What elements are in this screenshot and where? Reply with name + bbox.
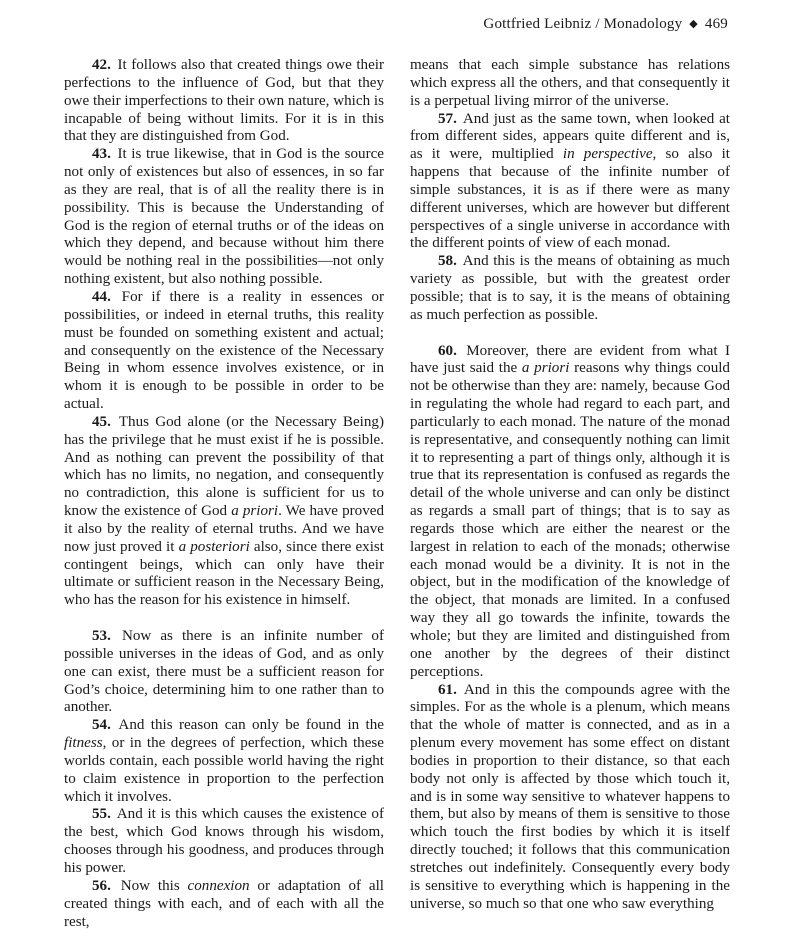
- paragraph-text: . We have proved it also by the reality of eternal truths. And we have now just proved it: [64, 503, 384, 555]
- header-work: Monadology: [603, 16, 683, 32]
- paragraph-number: 53.: [92, 628, 111, 644]
- paragraph-number: 54.: [92, 717, 111, 734]
- paragraph: [64, 57, 384, 146]
- paragraph-text: Thus God alone (or the Necessary Being) has the privilege that he must exist if he is possible. And as nothing can prevent the possibility of that which has no limits, no negation, and consequently no contradiction, this alone is sufficient for us to know the existence of God: [64, 413, 384, 520]
- paragraph: [64, 289, 384, 414]
- italic-text: fitness: [64, 735, 103, 752]
- italic-text: a priori: [521, 360, 570, 377]
- paragraph: [410, 343, 730, 682]
- paragraph-number: 56.: [92, 877, 111, 894]
- italic-text: a priori: [231, 503, 279, 520]
- paragraph-text: And it is this which causes the existence of the best, which God knows through his wisdom, chooses through his goodness, and produces through his power.: [64, 806, 384, 876]
- paragraph-text: Now this: [120, 877, 188, 894]
- running-header: [483, 16, 728, 33]
- right-column: [410, 57, 730, 914]
- paragraph: [410, 57, 730, 111]
- italic-text: connexion: [187, 877, 250, 894]
- italic-text: a posteriori: [178, 538, 250, 555]
- paragraph-text: , so also it happens that because of the infinite number of simple substances, it is as if there were as many different universes, which are however but different perspectives of a single universe in accordance with the different points of view of each monad.: [410, 146, 730, 252]
- diamond-icon: ◆: [689, 18, 698, 30]
- paragraph-number: 60.: [438, 342, 457, 359]
- paragraph-text: And this is the means of obtaining as much variety as possible, but with the greatest order possible; that is to say, it is the means of obtaining as much perfection as possible.: [410, 253, 730, 323]
- page-number: 469: [704, 16, 728, 32]
- paragraph-number: 44.: [92, 288, 111, 305]
- paragraph: [64, 628, 384, 717]
- paragraph: [64, 806, 384, 877]
- paragraph-text: And in this the compounds agree with the simples. For as the whole is a plenum, which means that the whole of matter is connected, and as in a plenum every movement has some effect on distant bodies in proportion to their distance, so that each body not only is affected by those which touch it, and is in some way sensitive to whatever happens to them, but also by means of them is sensitive to those which touch the first bodies by which it is itself directly touched; it follows that this communication stretches out indefinitely. Consequently every body is sensitive to everything which is happening in the universe, so much so that one who saw everything: [410, 681, 731, 912]
- paragraph-number: 42.: [92, 57, 111, 73]
- paragraph-number: 45.: [92, 413, 111, 430]
- paragraph: [64, 146, 384, 289]
- paragraph-text: reasons why things could not be otherwise than they are: namely, because God in regulating the whole had regard to each part, and particularly to each monad. The nature of the monad is representative, and consequently nothing can limit it to representing a part of things only, although it is true that its representation is confused as regards the detail of the whole universe and can only be distinct as regards a small part of things; that is to say as regards those which are either the nearest or the largest in relation to each of the monads; otherwise each monad would be a divinity. It is not in the object, but in the modification of the knowledge of the object, that monads are limited. In a confused way they all go towards the infinite, towards the whole; but they are limited and distinguished from one another by the degrees of their distinct perceptions.: [410, 360, 730, 680]
- paragraph-text: Now as there is an infinite number of possible universes in the ideas of God, and as only one can exist, there must be a sufficient reason for God’s choice, determining him to one rather than to another.: [64, 628, 384, 716]
- paragraph-text: And this reason can only be found in the: [118, 717, 384, 734]
- paragraph-text: And just as the same town, when looked at from different sides, appears quite different and is, as it were, multiplied: [410, 110, 730, 163]
- header-author: Gottfried Leibniz: [483, 16, 592, 32]
- italic-text: in perspective: [562, 146, 653, 163]
- paragraph-number: 57.: [438, 110, 457, 127]
- paragraph-number: 43.: [92, 146, 111, 163]
- paragraph-text: It follows also that created things owe their perfections to the influence of God, but that they owe their imperfections to their own nature, which is incapable of being without limits. For it is in this that they are distinguished from God.: [64, 57, 384, 145]
- paragraph: [64, 717, 384, 806]
- paragraph: [410, 253, 730, 324]
- paragraph-text: also, since there exist contingent beings, which can only have their ultimate or sufficient reason in the Necessary Being, who has the reason for his existence in himself.: [64, 538, 384, 609]
- paragraph-text: or adaptation of all created things with each, and of each with all the rest,: [64, 877, 385, 930]
- paragraph-text: Moreover, there are evident from what I have just said the: [410, 342, 730, 377]
- paragraph-text: It is true likewise, that in God is the source not only of existences but also of essences, in so far as they are real, that is of all the reality there is in possibility. This is because the Understanding of God is the region of eternal truths or of the ideas on which they depend, and because without him there would be nothing real in the possibilities—not only nothing existent, but also nothing possible.: [64, 146, 384, 288]
- left-column: [64, 57, 384, 931]
- paragraph-number: 61.: [438, 681, 457, 698]
- paragraph-text: , or in the degrees of perfection, which these worlds contain, each possible world having the right to claim existence in proportion to the perfection which it involves.: [64, 735, 384, 805]
- paragraph-text: For if there is a reality in essences or possibilities, or indeed in eternal truths, this reality must be founded on something existent and actual; and consequently on the existence of the Necessary Being in whom essence involves existence, or in whom it is enough to be possible in order to be actual.: [64, 288, 384, 413]
- header-separator: /: [595, 16, 600, 32]
- paragraph-number: 55.: [92, 806, 111, 823]
- paragraph: [410, 682, 730, 914]
- paragraph-text: means that each simple substance has relations which express all the others, and that consequently it is a perpetual living mirror of the universe.: [410, 57, 730, 109]
- paragraph: [64, 878, 384, 932]
- paragraph-number: 58.: [438, 253, 457, 270]
- paragraph: [410, 111, 730, 254]
- paragraph: [64, 414, 384, 610]
